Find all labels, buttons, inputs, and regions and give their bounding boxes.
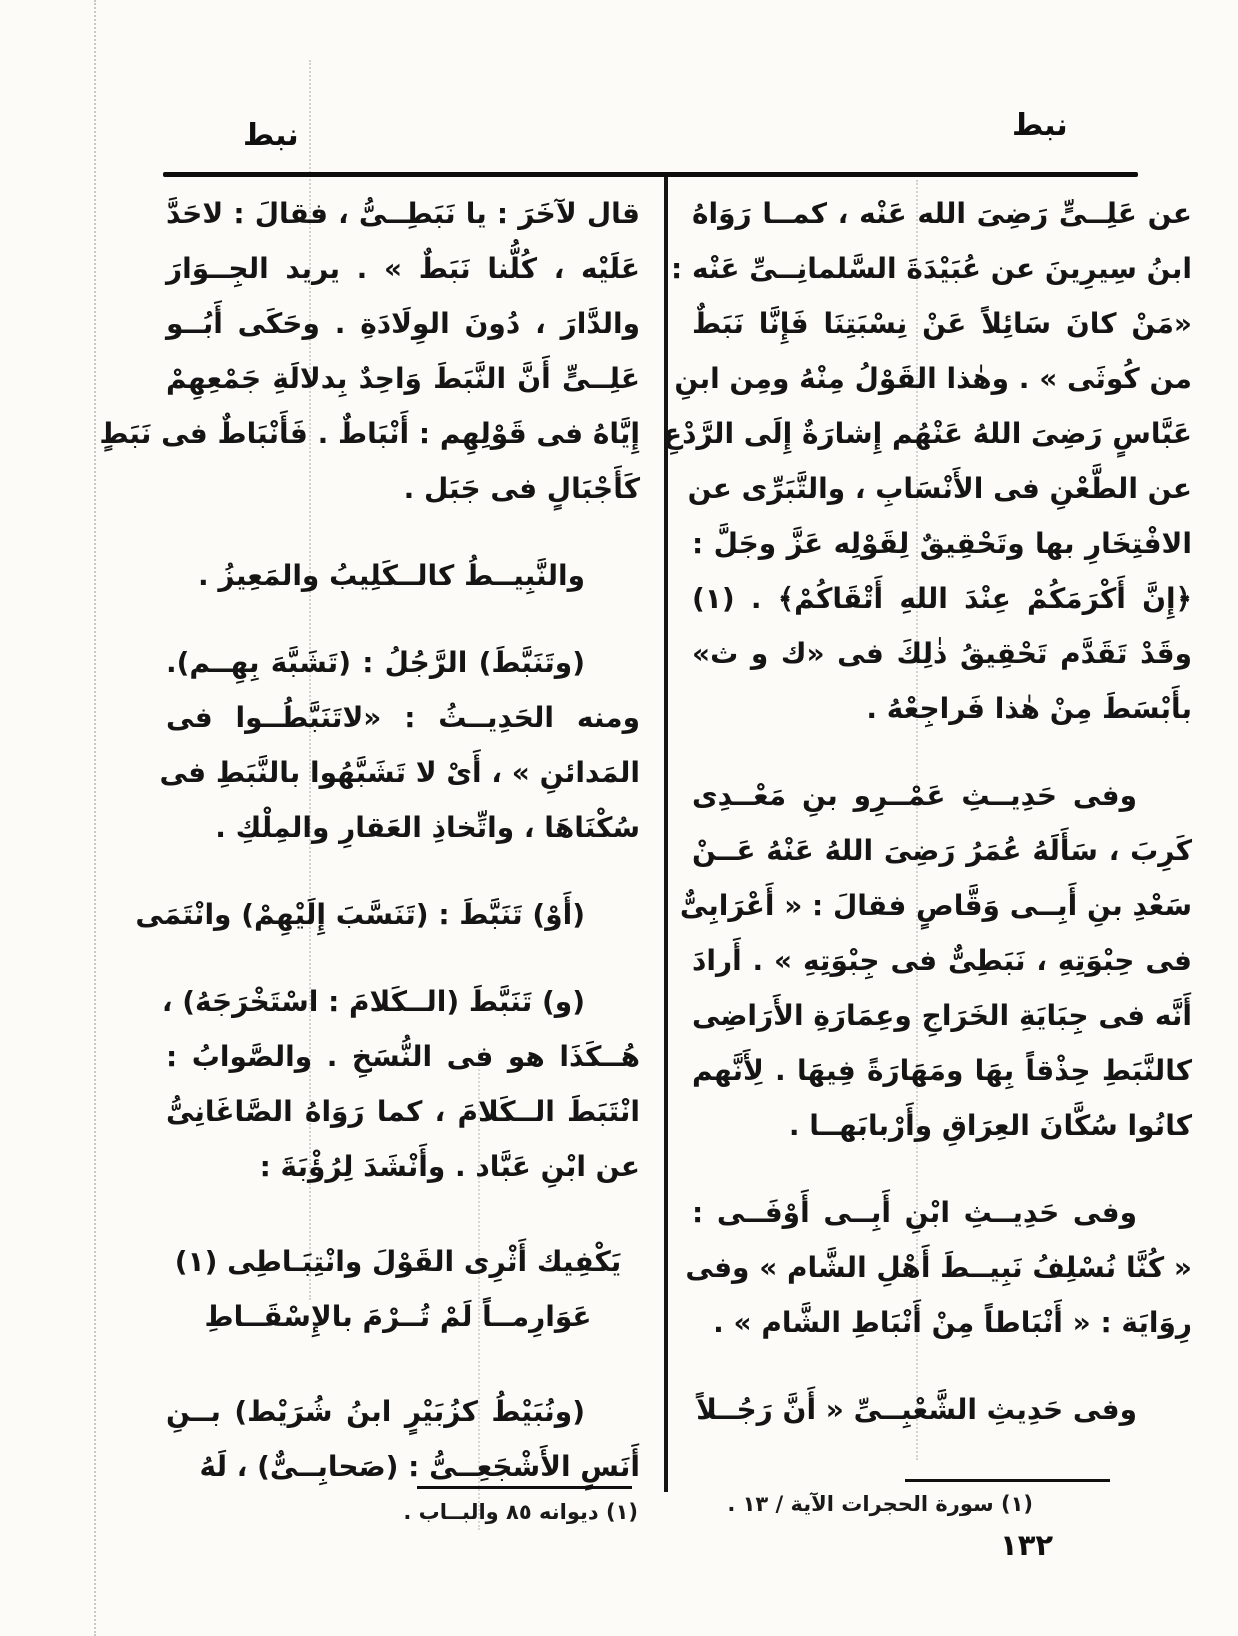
text-line: من كُوثَى » . وهٰذا القَوْلُ مِنْهُ ومِن ابنِ [674,362,1192,395]
scan-artifact-line [94,0,96,1636]
text-line: والنَّبِيــطُ كالــكَلِيبُ والمَعِيزُ . [198,559,585,592]
verse-line: عَوَارِمــاً لَمْ تُــرْمَ بالإِسْقَــاطِ [204,1300,592,1333]
text-line: كالنَّبَطِ حِذْقاً بِهَا ومَهَارَةً فِيهَا . لِأَنَّهم [692,1054,1192,1087]
header-keyword-right: نبط [1012,108,1068,143]
text-line: عن ابْنِ عَبَّاد . وأَنْشَدَ لِرُؤْبَةَ : [259,1150,640,1183]
text-line: قال لآخَرَ : يا نَبَطِــىُّ ، فقالَ : لاحَدَّ [166,197,640,230]
paragraph [161,974,640,1194]
verse-paragraph [166,1234,630,1344]
text-line: (و) تَنَبَّطَ (الــكَلامَ : اسْتَخْرَجَهُ) ، [161,985,585,1018]
page-number: ١٣٢ [1000,1528,1054,1562]
footnote-right: (١) سورة الحجرات الآية / ١٣ . [727,1492,1033,1516]
text-line: «مَنْ كانَ سَائِلاً عَنْ نِسْبَتِنَا فَإِنَّا نَبَطٌ [692,307,1192,340]
paragraph [692,1382,1192,1437]
text-line: (وتَنَبَّطَ) الرَّجُلُ : (تَشَبَّهَ بِهِــم). [166,646,585,679]
scan-artifact-line [478,1050,480,1530]
text-line: وقَدْ تَقَدَّم تَحْقِيقُ ذٰلِكَ فى «ك و ث» [692,637,1192,670]
paragraph [166,1384,640,1494]
text-line: كانُوا سُكَّانَ العِرَاقِ وأَرْبابَهــا . [788,1109,1192,1142]
text-line: كَرِبَ ، سَأَلَهُ عُمَرُ رَضِىَ اللهُ عَنْهُ عَــنْ [692,834,1192,867]
header-keyword-left: نبط [243,118,299,153]
text-line: وفى حَدِيثِ الشَّعْبِــىِّ « أَنَّ رَجُــلاً [696,1393,1137,1426]
text-line: وفى حَدِيــثِ عَمْــرِو بنِ مَعْــدِى [692,779,1137,812]
text-line: فى حِبْوَتِهِ ، نَبَطِىٌّ فى جِبْوَتِهِ » . أَرادَ [692,944,1192,977]
text-line: رِوَايَة : « أَنْبَاطاً مِنْ أَنْبَاطِ الشَّام » . [713,1306,1192,1339]
text-line: وفى حَدِيــثِ ابْنِ أَبِــى أَوْفَــى : [692,1196,1137,1229]
left-column [99,186,640,1494]
text-line: ومنه الحَدِيــثُ : «لاتَنَبَّطُــوا فى [166,701,640,734]
text-line: أَنَسٍ الأَشْجَعِــىُّ : (صَحابِــىٌّ) ، لَهُ [199,1450,640,1483]
text-line: بأَبْسَطَ مِنْ هٰذا فَراجِعْهُ . [866,692,1192,725]
text-line: ابنُ سِيرِينَ عن عُبَيْدَةَ السَّلمانِــىِّ عَنْه : [671,252,1192,285]
footnote-rule-right [905,1479,1110,1482]
text-line: كَأَجْبَالٍ فى جَبَل . [403,472,640,505]
text-line: سَعْدِ بنِ أَبِــى وَقَّاصٍ فقالَ : « أَعْرَابِىٌّ [679,889,1192,922]
text-line: عن الطَّعْنِ فى الأَنْسَابِ ، والتَّبَرِّى عن [687,472,1192,505]
text-line: عَلَيْه ، كُلُّنا نَبَطٌ » . يريد الجِــوَارَ [166,252,640,285]
column-divider [664,177,668,1492]
text-line: انْتَبَطَ الــكَلامَ ، كما رَوَاهُ الصَّاغَانِىُّ [166,1095,640,1128]
text-line: عَلِــىٍّ أَنَّ النَّبَطَ وَاحِدٌ بِدلالَةِ جَمْعِهِمْ [166,362,640,395]
text-line: (ونُبَيْطُ كزُبَيْرٍ ابنُ شُرَيْط) بــنِ [166,1395,585,1428]
right-column [663,186,1192,1437]
paragraph [135,887,640,942]
text-line: أَنَّه فى جِبَايَةِ الخَرَاجِ وعِمَارَةِ الأَرَاضِى [692,999,1192,1032]
text-line: ﴿إِنَّ أَكْرَمَكُمْ عِنْدَ اللهِ أَتْقَاكُمْ﴾ . (١) [692,582,1192,615]
text-line: عن عَلِــىٍّ رَضِىَ الله عَنْه ، كمــا رَوَاهُ [692,197,1192,230]
paragraph [663,186,1192,736]
text-line: « كُنَّا نُسْلِفُ نَبِيــطَ أَهْلِ الشَّام » وفى [685,1251,1192,1284]
scan-artifact-line [309,60,311,1300]
paragraph [166,548,640,603]
text-line: الافْتِخَارِ بها وتَحْقِيقٌ لِقَوْلِه عَزَّ وجَلَّ : [692,527,1192,560]
text-line: (أَوْ) تَنَبَّطَ : (تَنَسَّبَ إِلَيْهِمْ) وانْتَمَى [135,898,585,931]
text-line: والدَّارَ ، دُونَ الوِلَادَةِ . وحَكَى أَبُــو [166,307,640,340]
text-line: إِيَّاهُ فى قَوْلِهِم : أَنْبَاطٌ . فَأَنْبَاطٌ فى نَبَطٍ [99,417,640,450]
paragraph [679,768,1192,1153]
paragraph [685,1185,1192,1350]
footnote-rule-left [417,1486,632,1489]
text-line: هُــكَذَا هو فى النُّسَخِ . والصَّوابُ : [166,1040,640,1073]
scan-artifact-line [916,180,918,1460]
paragraph [99,186,640,516]
text-line: سُكْنَاهَا ، واتِّخاذِ العَقارِ والمِلْكِ . [215,811,640,844]
paragraph [159,635,640,855]
verse-line: يَكْفِيك أَثْرِى القَوْلَ وانْتِبَـاطِى (١) [174,1245,622,1278]
text-line: عَبَّاسٍ رَضِىَ اللهُ عَنْهُم إِشارَةٌ إِلَى الرَّدْعِ [663,417,1192,450]
footnote-left: (١) ديوانه ٨٥ والبــاب . [403,1500,638,1524]
text-line: المَدائنِ » ، أَىْ لا تَشَبَّهُوا بالنَّبَطِ فى [159,756,640,789]
